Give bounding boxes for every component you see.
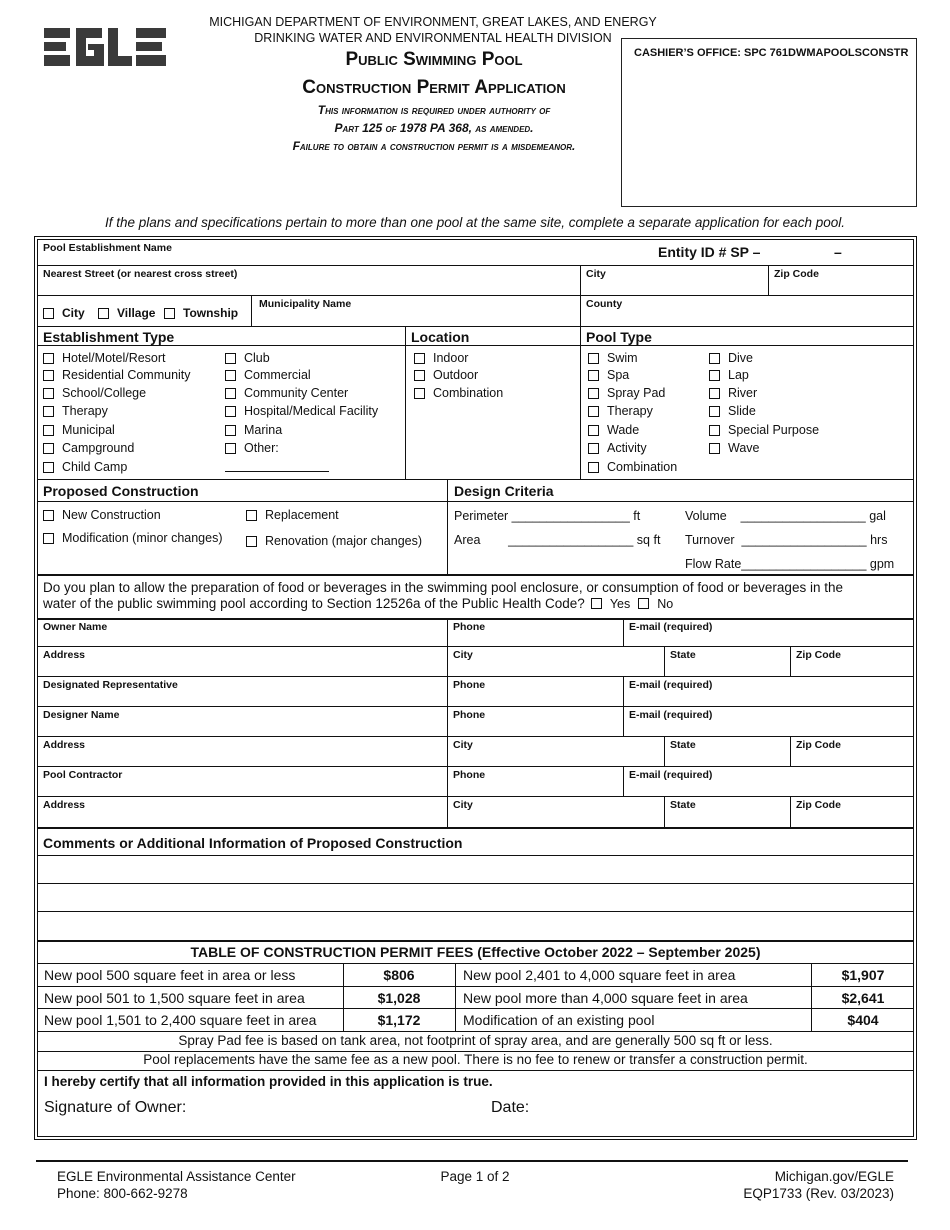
proposed-construction-title: Proposed Construction — [43, 483, 199, 499]
food-question-line1: Do you plan to allow the preparation of food or beverages in the swimming pool enclosure, or consumption of food or beverages in the — [43, 580, 843, 595]
pool-slide-checkbox[interactable]: Slide — [709, 404, 756, 418]
instruction-note: If the plans and specifications pertain to more than one pool at the same site, complete a separate application for each pool. — [105, 215, 845, 230]
contractor-zip-label: Zip Code — [796, 799, 841, 811]
fee-row1-left-amount: $806 — [383, 967, 415, 983]
fee-row3-right-amount: $404 — [847, 1012, 879, 1028]
food-no-checkbox[interactable]: No — [638, 597, 673, 611]
est-community-center-checkbox[interactable]: Community Center — [225, 386, 348, 400]
form-title-line2: Construction Permit Application — [302, 77, 566, 98]
design-criteria-title: Design Criteria — [454, 483, 554, 499]
rep-email-label: E-mail (required) — [629, 679, 713, 691]
pool-therapy-checkbox[interactable]: Therapy — [588, 404, 653, 418]
food-question-line2 — [43, 596, 673, 611]
loc-combination-checkbox[interactable]: Combination — [414, 386, 503, 400]
egle-logo — [40, 26, 172, 68]
village-checkbox[interactable]: Village — [98, 306, 155, 320]
designer-address-label: Address — [43, 739, 86, 751]
est-hospital-checkbox[interactable]: Hospital/Medical Facility — [225, 404, 378, 418]
designer-phone-label: Phone — [453, 709, 486, 721]
designer-zip-label: Zip Code — [796, 739, 841, 751]
est-commercial-checkbox[interactable]: Commercial — [225, 368, 311, 382]
township-checkbox[interactable]: Township — [164, 306, 238, 320]
designated-rep-label: Designated Representative — [43, 679, 178, 691]
designer-city-label: City — [453, 739, 473, 751]
footer-center-name: EGLE Environmental Assistance Center — [57, 1169, 296, 1184]
footer-website[interactable]: Michigan.gov/EGLE — [774, 1169, 894, 1184]
city-label: City — [586, 268, 606, 280]
fee-row1-right-desc: New pool 2,401 to 4,000 square feet in area — [463, 967, 736, 983]
authority-line2: Part 125 of 1978 PA 368, as amended. — [334, 121, 534, 135]
modification-checkbox[interactable]: Modification (minor changes) — [43, 531, 223, 545]
pool-lap-checkbox[interactable]: Lap — [709, 368, 749, 382]
nearest-street-label: Nearest Street (or nearest cross street) — [43, 268, 238, 280]
pool-spa-checkbox[interactable]: Spa — [588, 368, 629, 382]
fee-row2-right-desc: New pool more than 4,000 square feet in area — [463, 990, 748, 1006]
designer-email-label: E-mail (required) — [629, 709, 713, 721]
est-marina-checkbox[interactable]: Marina — [225, 423, 282, 437]
loc-outdoor-checkbox[interactable]: Outdoor — [414, 368, 478, 382]
pool-wave-checkbox[interactable]: Wave — [709, 441, 760, 455]
comments-title: Comments or Additional Information of Proposed Construction — [43, 835, 463, 851]
zip-code-label: Zip Code — [774, 268, 819, 280]
footer-divider — [36, 1160, 908, 1162]
fee-row3-left-amount: $1,172 — [377, 1012, 421, 1028]
location-title: Location — [411, 329, 470, 345]
perimeter-field[interactable]: Perimeter _________________ ft — [454, 509, 641, 523]
flow-rate-field[interactable]: Flow Rate__________________ gpm — [685, 557, 895, 571]
fee-row2-left-desc: New pool 501 to 1,500 square feet in area — [44, 990, 305, 1006]
renovation-checkbox[interactable]: Renovation (major changes) — [246, 534, 422, 548]
establishment-type-title: Establishment Type — [43, 329, 175, 345]
est-child-camp-checkbox[interactable]: Child Camp — [43, 460, 127, 474]
pool-activity-checkbox[interactable]: Activity — [588, 441, 647, 455]
page-number: Page 1 of 2 — [440, 1169, 510, 1184]
pool-combination-checkbox[interactable]: Combination — [588, 460, 677, 474]
designer-name-label: Designer Name — [43, 709, 120, 721]
est-hotel-checkbox[interactable]: Hotel/Motel/Resort — [43, 351, 166, 365]
pool-contractor-label: Pool Contractor — [43, 769, 123, 781]
fee-row3-right-desc: Modification of an existing pool — [463, 1012, 655, 1028]
owner-phone-label: Phone — [453, 621, 486, 633]
est-therapy-checkbox[interactable]: Therapy — [43, 404, 108, 418]
est-club-checkbox[interactable]: Club — [225, 351, 270, 365]
fee-row1-left-desc: New pool 500 square feet in area or less — [44, 967, 296, 983]
county-label: County — [586, 298, 623, 310]
contractor-email-label: E-mail (required) — [629, 769, 713, 781]
other-fill-line[interactable] — [225, 471, 329, 472]
loc-indoor-checkbox[interactable]: Indoor — [414, 351, 468, 365]
pool-establishment-name-label: Pool Establishment Name — [43, 242, 172, 254]
new-construction-checkbox[interactable]: New Construction — [43, 508, 161, 522]
designer-state-label: State — [670, 739, 696, 751]
cashier-box[interactable] — [621, 38, 917, 207]
entity-id-dash: – — [834, 244, 842, 260]
municipality-name-label: Municipality Name — [259, 298, 352, 310]
volume-field[interactable]: Volume __________________ gal — [685, 509, 886, 523]
est-school-checkbox[interactable]: School/College — [43, 386, 146, 400]
form-title-line1: Public Swimming Pool — [345, 49, 523, 70]
owner-name-label: Owner Name — [43, 621, 108, 633]
department-name: MICHIGAN DEPARTMENT OF ENVIRONMENT, GREAT LAKES, AND ENERGY — [209, 15, 657, 29]
owner-zip-label: Zip Code — [796, 649, 841, 661]
pool-type-title: Pool Type — [586, 329, 652, 345]
food-yes-checkbox[interactable]: Yes — [591, 597, 630, 611]
division-name: DRINKING WATER AND ENVIRONMENTAL HEALTH DIVISION — [254, 31, 612, 45]
owner-address-label: Address — [43, 649, 86, 661]
authority-line3: Failure to obtain a construction permit is a misdemeanor. — [292, 139, 576, 153]
area-field[interactable]: Area __________________ sq ft — [454, 533, 661, 547]
owner-state-label: State — [670, 649, 696, 661]
contractor-state-label: State — [670, 799, 696, 811]
signature-of-owner-field[interactable]: Signature of Owner: — [44, 1099, 187, 1116]
replacement-note: Pool replacements have the same fee as a new pool. There is no fee to renew or transfer a construction permit. — [143, 1052, 808, 1067]
certify-statement: I hereby certify that all information provided in this application is true. — [44, 1074, 493, 1089]
footer-phone: Phone: 800-662-9278 — [57, 1186, 188, 1201]
cashier-label: CASHIER’S OFFICE: SPC 761DWMAPOOLSCONSTR — [634, 47, 909, 59]
owner-email-label: E-mail (required) — [629, 621, 713, 633]
replacement-checkbox[interactable]: Replacement — [246, 508, 339, 522]
pool-swim-checkbox[interactable]: Swim — [588, 351, 638, 365]
owner-city-label: City — [453, 649, 473, 661]
fee-row2-left-amount: $1,028 — [377, 990, 421, 1006]
date-field[interactable]: Date: — [491, 1099, 530, 1116]
pool-special-purpose-checkbox[interactable]: Special Purpose — [709, 423, 819, 437]
pool-wade-checkbox[interactable]: Wade — [588, 423, 639, 437]
authority-line1: This information is required under authority of — [317, 103, 551, 117]
est-campground-checkbox[interactable]: Campground — [43, 441, 134, 455]
food-question-text: water of the public swimming pool according to Section 12526a of the Public Health Code? — [43, 596, 585, 611]
entity-id-label: Entity ID # SP – — [658, 244, 761, 260]
pool-dive-checkbox[interactable]: Dive — [709, 351, 753, 365]
rep-phone-label: Phone — [453, 679, 486, 691]
est-other-checkbox[interactable]: Other: — [225, 441, 279, 455]
fee-row1-right-amount: $1,907 — [841, 967, 885, 983]
fees-table-title: TABLE OF CONSTRUCTION PERMIT FEES (Effective October 2022 – September 2025) — [190, 944, 761, 960]
city-checkbox[interactable]: City — [43, 306, 85, 320]
fee-row3-left-desc: New pool 1,501 to 2,400 square feet in area — [44, 1012, 317, 1028]
spray-pad-note: Spray Pad fee is based on tank area, not footprint of spray area, and are generally 500 sq ft or less. — [178, 1033, 773, 1048]
contractor-address-label: Address — [43, 799, 86, 811]
application-form — [34, 236, 917, 1140]
fee-row2-right-amount: $2,641 — [841, 990, 885, 1006]
pool-river-checkbox[interactable]: River — [709, 386, 757, 400]
contractor-phone-label: Phone — [453, 769, 486, 781]
turnover-field[interactable]: Turnover __________________ hrs — [685, 533, 888, 547]
pool-spray-pad-checkbox[interactable]: Spray Pad — [588, 386, 665, 400]
est-municipal-checkbox[interactable]: Municipal — [43, 423, 115, 437]
est-residential-checkbox[interactable]: Residential Community — [43, 368, 191, 382]
contractor-city-label: City — [453, 799, 473, 811]
form-number: EQP1733 (Rev. 03/2023) — [743, 1186, 894, 1201]
